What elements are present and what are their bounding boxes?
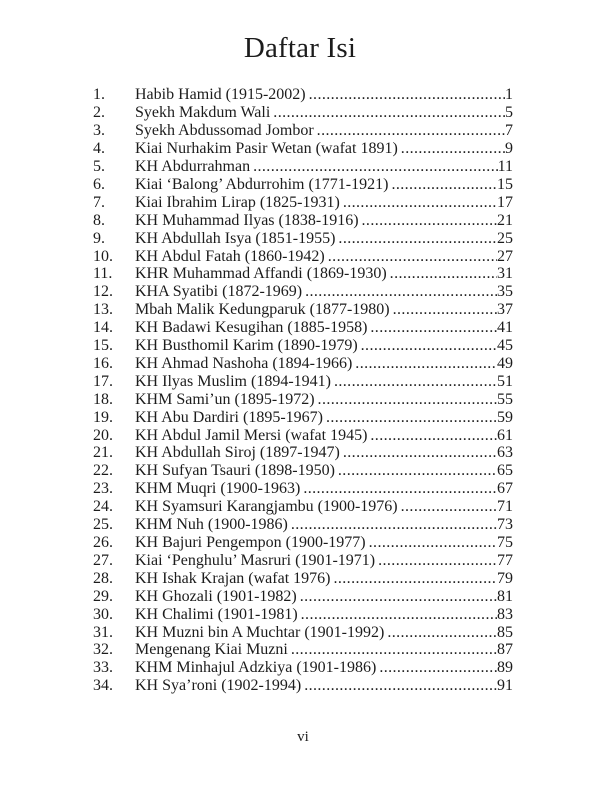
toc-entry-number: 16. xyxy=(93,354,113,372)
toc-entry-page: 83 xyxy=(497,605,513,623)
toc-entry-page: 67 xyxy=(497,480,513,498)
toc-entry xyxy=(93,337,513,355)
toc-entry-title: KHM Sami’un (1895-1972) xyxy=(135,390,315,408)
toc-entry-title: KH Abdullah Siroj (1897-1947) xyxy=(135,444,340,462)
dot-leader xyxy=(340,444,497,462)
dot-leader xyxy=(352,355,497,373)
toc-entry xyxy=(93,301,513,319)
toc-entry-title: KH Badawi Kesugihan (1885-1958) xyxy=(135,319,368,337)
toc-entry xyxy=(93,355,513,373)
toc-entry-number: 9. xyxy=(93,229,105,247)
dot-leader xyxy=(323,409,497,427)
toc-entry-title: KH Ishak Krajan (wafat 1976) xyxy=(135,569,331,587)
toc-entry-page: 5 xyxy=(505,104,513,122)
toc-entry-number: 27. xyxy=(93,551,113,569)
toc-entry xyxy=(93,444,513,462)
toc-entry-number: 8. xyxy=(93,211,105,229)
toc-entry-title: Syekh Abdussomad Jombor xyxy=(135,122,314,140)
toc-entry-number: 1. xyxy=(93,86,105,104)
toc-entry-page: 25 xyxy=(497,229,513,247)
dot-leader xyxy=(367,319,497,337)
toc-entry-number: 11. xyxy=(93,265,113,283)
toc-entry-number: 2. xyxy=(93,104,105,122)
toc-entry-page: 41 xyxy=(497,319,513,337)
toc-entry-number: 28. xyxy=(93,569,113,587)
toc-entry xyxy=(93,176,513,194)
toc-entry xyxy=(93,158,513,176)
toc-entry xyxy=(93,552,513,570)
toc-entry-title: KHA Syatibi (1872-1969) xyxy=(135,283,303,301)
toc-entry-title: KH Sufyan Tsauri (1898-1950) xyxy=(135,462,335,480)
dot-leader xyxy=(340,194,497,212)
toc-entry-title: KH Ghozali (1901-1982) xyxy=(135,587,297,605)
toc-entry xyxy=(93,534,513,552)
toc-entry-page: 15 xyxy=(497,175,513,193)
toc-entry-number: 3. xyxy=(93,122,105,140)
toc-entry-number: 34. xyxy=(93,677,113,695)
toc-entry-number: 7. xyxy=(93,193,105,211)
toc-entry-number: 21. xyxy=(93,444,113,462)
toc-entry-title: KH Chalimi (1901-1981) xyxy=(135,605,298,623)
toc-entry-page: 89 xyxy=(497,659,513,677)
toc-entry-title: KH Abu Dardiri (1895-1967) xyxy=(135,408,323,426)
toc-entry-number: 25. xyxy=(93,516,113,534)
dot-leader xyxy=(387,265,497,283)
toc-entry-title: KH Ilyas Muslim (1894-1941) xyxy=(135,372,331,390)
toc-entry-page: 21 xyxy=(497,211,513,229)
toc-entry-number: 20. xyxy=(93,426,113,444)
toc-entry-title: KH Muzni bin A Muchtar (1901-1992) xyxy=(135,623,385,641)
dot-leader xyxy=(398,140,505,158)
toc-entry-title: Kiai ‘Penghulu’ Masruri (1901-1971) xyxy=(135,551,376,569)
toc-entry-title: KHR Muhammad Affandi (1869-1930) xyxy=(135,265,387,283)
toc-entry-title: Mbah Malik Kedungparuk (1877-1980) xyxy=(135,301,390,319)
toc-entry xyxy=(93,588,513,606)
toc-entry-page: 79 xyxy=(497,569,513,587)
dot-leader xyxy=(301,677,497,695)
dot-leader xyxy=(366,534,497,552)
toc-entry-number: 12. xyxy=(93,283,113,301)
toc-entry xyxy=(93,641,513,659)
toc-entry xyxy=(93,409,513,427)
toc-entry-title: KH Abdurrahman xyxy=(135,157,251,175)
toc-entry xyxy=(93,570,513,588)
toc-entry-number: 17. xyxy=(93,372,113,390)
toc-entry xyxy=(93,391,513,409)
dot-leader xyxy=(306,86,505,104)
toc-entry-number: 32. xyxy=(93,641,113,659)
toc-entry xyxy=(93,194,513,212)
toc-entry-title: Kiai ‘Balong’ Abdurrohim (1771-1921) xyxy=(135,175,389,193)
toc-entry xyxy=(93,86,513,104)
toc-entry-title: KHM Nuh (1900-1986) xyxy=(135,516,288,534)
dot-leader xyxy=(359,212,497,230)
toc-entry xyxy=(93,283,513,301)
toc-entry-page: 61 xyxy=(497,426,513,444)
toc-entry-page: 71 xyxy=(497,498,513,516)
dot-leader xyxy=(390,301,497,319)
page-title: Daftar Isi xyxy=(243,32,357,64)
toc-entry xyxy=(93,122,513,140)
dot-leader xyxy=(314,122,505,140)
dot-leader xyxy=(375,552,497,570)
toc-entry-page: 73 xyxy=(497,516,513,534)
toc-entry xyxy=(93,606,513,624)
toc-entry-number: 33. xyxy=(93,659,113,677)
toc-entry xyxy=(93,480,513,498)
toc-entry-page: 55 xyxy=(497,390,513,408)
toc-entry-page: 35 xyxy=(497,283,513,301)
toc-entry-page: 91 xyxy=(497,677,513,695)
toc-entry-number: 5. xyxy=(93,157,105,175)
toc-entry-number: 15. xyxy=(93,337,113,355)
toc-entry xyxy=(93,319,513,337)
toc-entry xyxy=(93,230,513,248)
dot-leader xyxy=(300,480,497,498)
toc-entry-number: 18. xyxy=(93,390,113,408)
toc-entry-title: Syekh Makdum Wali xyxy=(135,104,271,122)
page-number: vi xyxy=(297,729,309,746)
toc-entry xyxy=(93,624,513,642)
toc-entry-title: KHM Muqri (1900-1963) xyxy=(135,480,301,498)
dot-leader xyxy=(331,373,497,391)
toc-entry xyxy=(93,140,513,158)
toc-entry xyxy=(93,265,513,283)
toc-entry xyxy=(93,498,513,516)
toc-entry-title: KH Abdul Fatah (1860-1942) xyxy=(135,247,325,265)
toc-entry-page: 75 xyxy=(497,534,513,551)
toc-entry-page: 1 xyxy=(505,86,513,104)
toc-entry-number: 31. xyxy=(93,623,113,641)
toc-entry xyxy=(93,104,513,122)
toc-list xyxy=(93,86,513,695)
dot-leader xyxy=(315,391,497,409)
dot-leader xyxy=(288,516,497,534)
toc-entry-number: 22. xyxy=(93,462,113,480)
toc-entry-number: 14. xyxy=(93,319,113,337)
toc-entry xyxy=(93,462,513,480)
toc-entry-number: 24. xyxy=(93,498,113,516)
toc-entry-title: KH Syamsuri Karangjambu (1900-1976) xyxy=(135,498,398,516)
dot-leader xyxy=(384,624,497,642)
toc-entry xyxy=(93,677,513,695)
dot-leader xyxy=(270,104,505,122)
toc-entry-page: 77 xyxy=(497,551,513,569)
toc-entry xyxy=(93,516,513,534)
toc-entry-number: 19. xyxy=(93,408,113,426)
toc-entry-number: 29. xyxy=(93,587,113,605)
dot-leader xyxy=(335,462,497,480)
toc-entry-number: 23. xyxy=(93,480,113,498)
dot-leader xyxy=(330,570,497,588)
toc-entry-page: 45 xyxy=(497,337,513,355)
toc-entry-number: 6. xyxy=(93,175,105,193)
toc-entry-title: KH Muhammad Ilyas (1838-1916) xyxy=(135,211,359,229)
toc-entry-title: KH Sya’roni (1902-1994) xyxy=(135,677,302,695)
toc-entry-number: 26. xyxy=(93,534,113,551)
toc-entry-page: 31 xyxy=(497,265,513,283)
toc-entry xyxy=(93,212,513,230)
toc-entry-page: 49 xyxy=(497,354,513,372)
dot-leader xyxy=(325,248,497,266)
dot-leader xyxy=(388,176,497,194)
toc-entry-title: KH Abdul Jamil Mersi (wafat 1945) xyxy=(135,426,368,444)
toc-entry-page: 37 xyxy=(497,301,513,319)
toc-entry-title: Kiai Ibrahim Lirap (1825-1931) xyxy=(135,193,340,211)
toc-entry-page: 87 xyxy=(497,641,513,659)
toc-entry-number: 4. xyxy=(93,140,105,158)
toc-entry-page: 81 xyxy=(497,587,513,605)
toc-entry-page: 17 xyxy=(497,193,513,211)
dot-leader xyxy=(398,498,497,516)
dot-leader xyxy=(297,588,497,606)
dot-leader xyxy=(367,427,497,445)
dot-leader xyxy=(302,283,497,301)
toc-entry-title: KH Busthomil Karim (1890-1979) xyxy=(135,337,358,355)
toc-entry-number: 13. xyxy=(93,301,113,319)
dot-leader xyxy=(358,337,497,355)
toc-entry xyxy=(93,659,513,677)
toc-entry xyxy=(93,248,513,266)
toc-entry-page: 63 xyxy=(497,444,513,462)
dot-leader xyxy=(288,641,497,659)
toc-entry-number: 30. xyxy=(93,605,113,623)
dot-leader xyxy=(376,659,497,677)
toc-entry-page: 85 xyxy=(497,623,513,641)
toc-entry-page: 51 xyxy=(497,372,513,390)
toc-entry xyxy=(93,373,513,391)
toc-entry-title: KH Ahmad Nashoha (1894-1966) xyxy=(135,354,353,372)
toc-entry-number: 10. xyxy=(93,247,113,265)
toc-entry xyxy=(93,427,513,445)
dot-leader xyxy=(250,158,498,176)
toc-entry-page: 11 xyxy=(497,157,513,175)
dot-leader xyxy=(335,230,497,248)
toc-entry-title: KH Abdullah Isya (1851-1955) xyxy=(135,229,336,247)
toc-entry-page: 65 xyxy=(497,462,513,480)
toc-entry-title: Habib Hamid (1915-2002) xyxy=(135,86,306,104)
toc-entry-title: Kiai Nurhakim Pasir Wetan (wafat 1891) xyxy=(135,140,398,158)
toc-entry-page: 59 xyxy=(497,408,513,426)
toc-entry-page: 9 xyxy=(505,140,513,158)
dot-leader xyxy=(298,606,497,624)
toc-entry-title: KH Bajuri Pengempon (1900-1977) xyxy=(135,534,366,551)
toc-entry-page: 27 xyxy=(497,247,513,265)
toc-entry-title: KHM Minhajul Adzkiya (1901-1986) xyxy=(135,659,377,677)
toc-entry-page: 7 xyxy=(505,122,513,140)
toc-entry-title: Mengenang Kiai Muzni xyxy=(135,641,288,659)
